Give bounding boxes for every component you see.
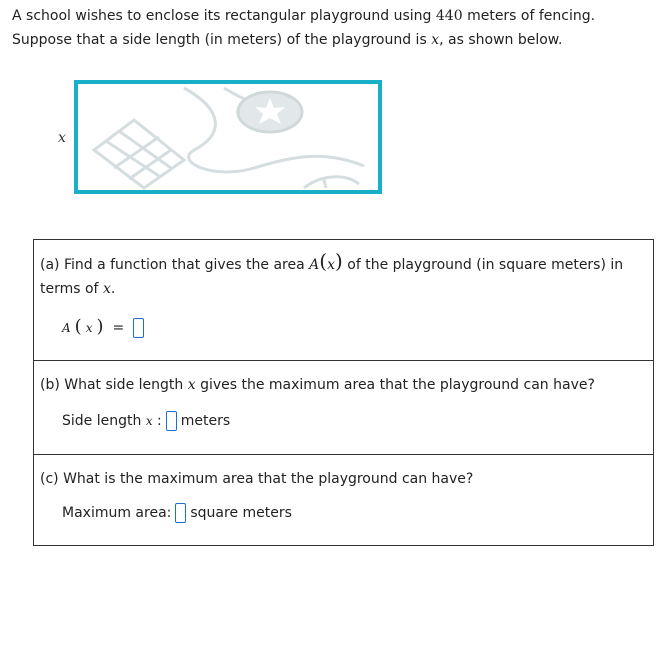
fencing-length: 440 [435, 8, 463, 24]
part-c-answer-row [62, 503, 292, 523]
part-c-question: (c) What is the maximum area that the playground can have? [40, 471, 474, 487]
max-area-input[interactable] [175, 503, 186, 523]
part-c-box [33, 454, 654, 546]
playground-illustration [74, 80, 384, 196]
part-b-answer-row [62, 411, 230, 431]
part-a-box [33, 239, 654, 361]
part-b-box [33, 360, 654, 455]
intro-line-2: Suppose that a side length (in meters) of the playground is x, as shown below. [12, 32, 563, 48]
part-a-question: (a) Find a function that gives the area A(x) of the playground (in square meters) in terms of x. [40, 249, 624, 297]
side-length-input[interactable] [166, 411, 177, 431]
variable-x: x [431, 32, 440, 48]
function-name: A [62, 321, 71, 335]
side-length-unit: meters [180, 413, 231, 429]
problem-statement [12, 4, 652, 52]
part-a-answer-row: A ( x ) = [62, 318, 144, 338]
intro-line-1: A school wishes to enclose its rectangular playground using 440 meters of fencing. [12, 8, 596, 24]
area-function-input[interactable] [133, 318, 144, 338]
side-length-answer-label: Side length x : [62, 413, 162, 429]
side-length-label: x [58, 130, 66, 146]
max-area-unit: square meters [190, 505, 292, 521]
part-b-question: (b) What side length x gives the maximum area that the playground can have? [40, 377, 595, 393]
max-area-answer-label: Maximum area: [62, 505, 172, 521]
equals-sign: = [112, 320, 125, 336]
playground-figure [52, 80, 384, 196]
